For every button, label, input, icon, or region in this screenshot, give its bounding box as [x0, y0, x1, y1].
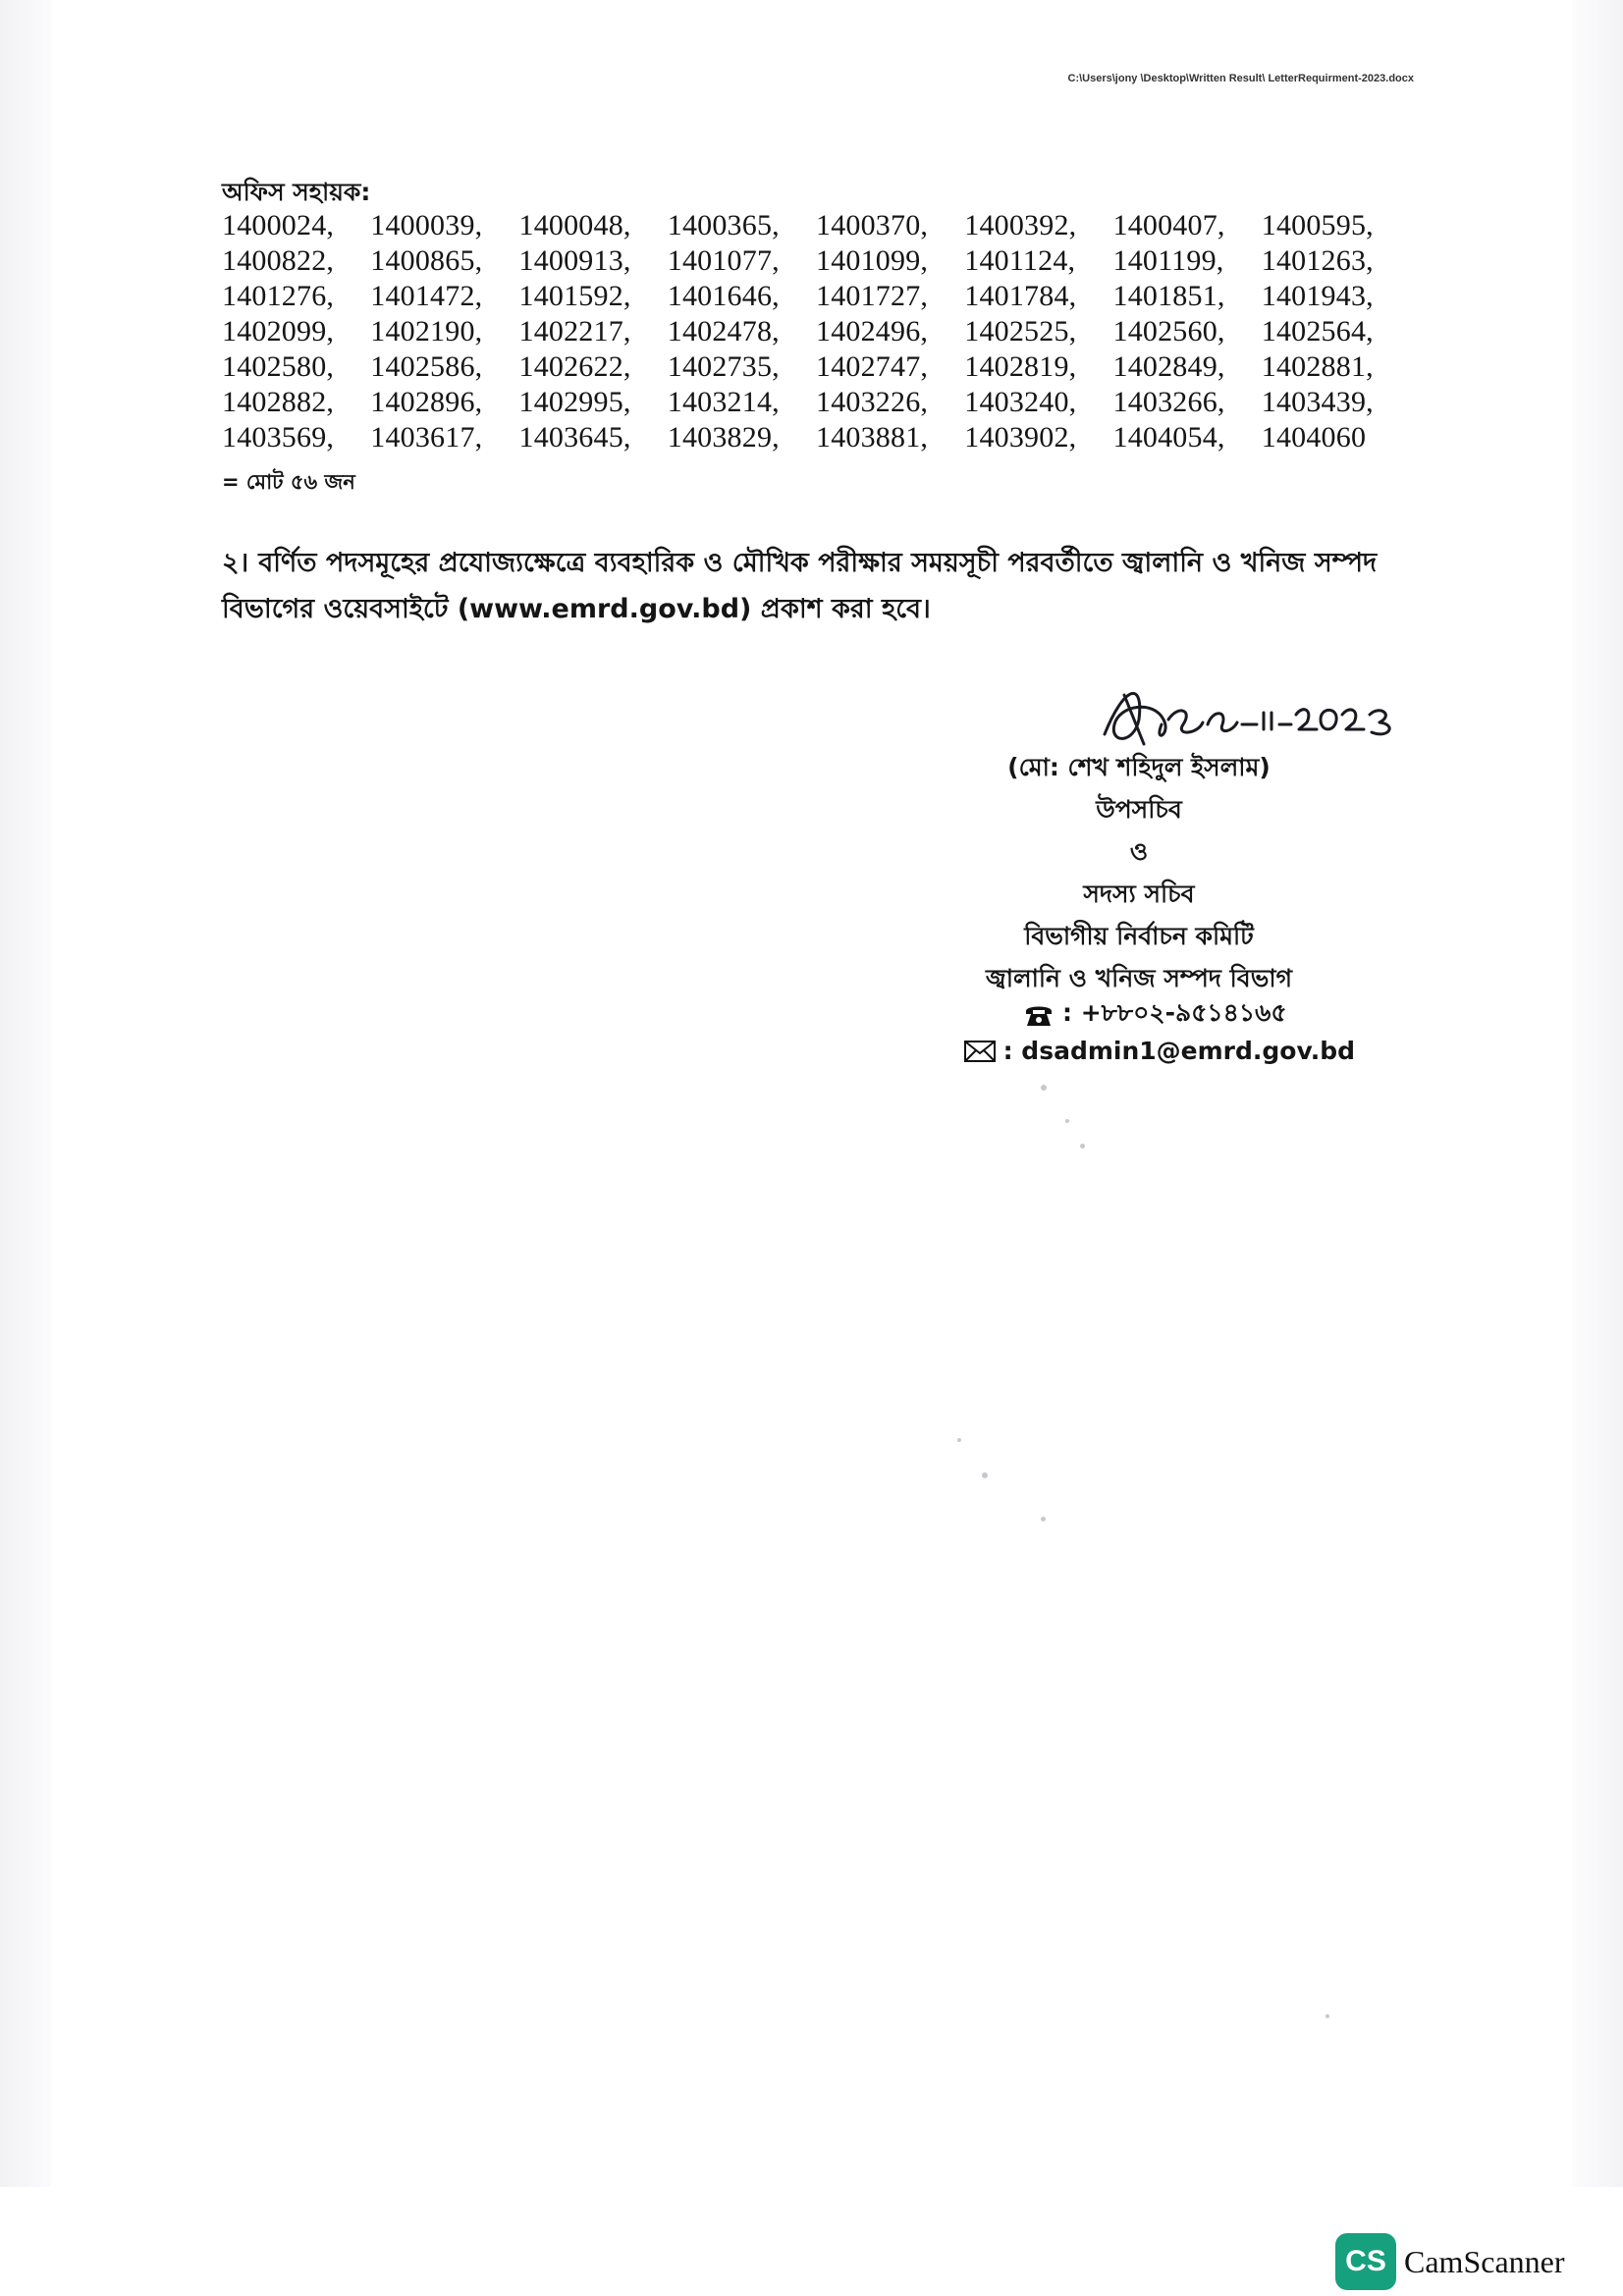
file-path-header: C:\Users\jony \Desktop\Written Result\ LetterRequirment-2023.docx [1067, 73, 1414, 84]
roll-number: 1403645, [518, 421, 631, 454]
roll-number: 1401646, [667, 280, 780, 312]
camscanner-text: CamScanner [1404, 2243, 1565, 2279]
phone-contact [1021, 993, 1414, 1036]
roll-number: 1402995, [518, 386, 631, 418]
roll-number: 1400048, [518, 209, 631, 241]
roll-number-list [222, 209, 1410, 454]
roll-number: 1403881, [816, 421, 929, 454]
roll-number: 1402560, [1112, 315, 1225, 347]
roll-number: 1401077, [667, 244, 780, 277]
roll-number: 1401592, [518, 280, 631, 312]
camscanner-badge: CS [1335, 2233, 1396, 2290]
roll-number: 1403214, [667, 386, 780, 418]
roll-number: 1402881, [1261, 350, 1374, 383]
roll-number: 1401472, [370, 280, 483, 312]
email-contact [962, 1037, 1355, 1065]
total-count: = মোট ৫৬ জন [222, 470, 355, 494]
roll-number: 1403226, [816, 386, 929, 418]
roll-number: 1402217, [518, 315, 631, 347]
scan-edge-right [1572, 0, 1623, 2296]
roll-number: 1400392, [964, 209, 1077, 241]
roll-number: 1400024, [222, 209, 335, 241]
signatory-line: জ্বালানি ও খনিজ সম্পদ বিভাগ [986, 964, 1292, 992]
roll-number: 1404054, [1112, 421, 1225, 454]
telephone-icon [1021, 1001, 1056, 1029]
roll-number: 1401263, [1261, 244, 1374, 277]
roll-number: 1402896, [370, 386, 483, 418]
roll-number: 1402496, [816, 315, 929, 347]
roll-number: 1401099, [816, 244, 929, 277]
roll-number: 1402622, [518, 350, 631, 383]
roll-number: 1403569, [222, 421, 335, 454]
scan-speck [982, 1472, 988, 1478]
scan-speck [1325, 2014, 1329, 2018]
roll-number: 1401124, [964, 244, 1076, 277]
roll-number: 1402525, [964, 315, 1077, 347]
scan-speck [1041, 1085, 1047, 1091]
roll-number: 1402580, [222, 350, 335, 383]
roll-number: 1402819, [964, 350, 1077, 383]
scan-speck [1041, 1517, 1046, 1522]
roll-number: 1403240, [964, 386, 1077, 418]
roll-number: 1401276, [222, 280, 335, 312]
roll-number: 1404060 [1261, 421, 1367, 454]
scan-speck [957, 1438, 961, 1442]
roll-number: 1402849, [1112, 350, 1225, 383]
roll-number: 1402190, [370, 315, 483, 347]
roll-number: 1401851, [1112, 280, 1225, 312]
roll-number: 1403829, [667, 421, 780, 454]
paragraph-number: ২। [222, 548, 249, 578]
roll-number: 1401727, [816, 280, 929, 312]
roll-number: 1402099, [222, 315, 335, 347]
notice-paragraph [222, 540, 1415, 632]
roll-number: 1400913, [518, 244, 631, 277]
signatory-line: উপসচিব [1096, 795, 1182, 824]
signatory-line: বিভাগীয় নির্বাচন কমিটি [1024, 922, 1254, 950]
scan-edge-left [0, 0, 51, 2296]
roll-number: 1401199, [1112, 244, 1224, 277]
roll-number: 1401784, [964, 280, 1077, 312]
roll-number: 1400365, [667, 209, 780, 241]
roll-number: 1400595, [1261, 209, 1374, 241]
roll-number: 1400865, [370, 244, 483, 277]
camscanner-watermark [1335, 2233, 1565, 2290]
scan-speck [1080, 1144, 1085, 1148]
signatory-line: সদস্য সচিব [1083, 880, 1195, 908]
roll-number: 1402882, [222, 386, 335, 418]
roll-number: 1403902, [964, 421, 1077, 454]
roll-number: 1400039, [370, 209, 483, 241]
signatory-line: (মো: শেখ শহিদুল ইসলাম) [1007, 753, 1271, 781]
signatory-details [943, 746, 1335, 999]
phone-number: : +৮৮০২-৯৫১৪১৬৫ [1062, 998, 1287, 1027]
paragraph-text: বর্ণিত পদসমূহের প্রযোজ্যক্ষেত্রে ব্যবহারিক ও মৌখিক পরীক্ষার সময়সূচী পরবর্তীতে জ্বালানি ও খনিজ সম্পদ বিভাগের ওয়েবসাইটে (www.emrd.gov.bd) প্রকাশ করা হবে। [222, 548, 1378, 624]
section-label: অফিস সহায়ক: [222, 178, 371, 206]
roll-number: 1403617, [370, 421, 483, 454]
roll-number: 1400370, [816, 209, 929, 241]
roll-number: 1403439, [1261, 386, 1374, 418]
roll-number: 1400822, [222, 244, 335, 277]
signatory-line: ও [1129, 837, 1149, 866]
roll-number: 1403266, [1112, 386, 1225, 418]
email-address: : dsadmin1@emrd.gov.bd [1002, 1037, 1355, 1065]
roll-number: 1402586, [370, 350, 483, 383]
roll-number: 1402747, [816, 350, 929, 383]
roll-number: 1402735, [667, 350, 780, 383]
envelope-icon [962, 1038, 998, 1065]
roll-number: 1402478, [667, 315, 780, 347]
scan-speck [1065, 1119, 1069, 1123]
roll-number: 1402564, [1261, 315, 1374, 347]
roll-number: 1400407, [1112, 209, 1225, 241]
roll-number: 1401943, [1261, 280, 1374, 312]
